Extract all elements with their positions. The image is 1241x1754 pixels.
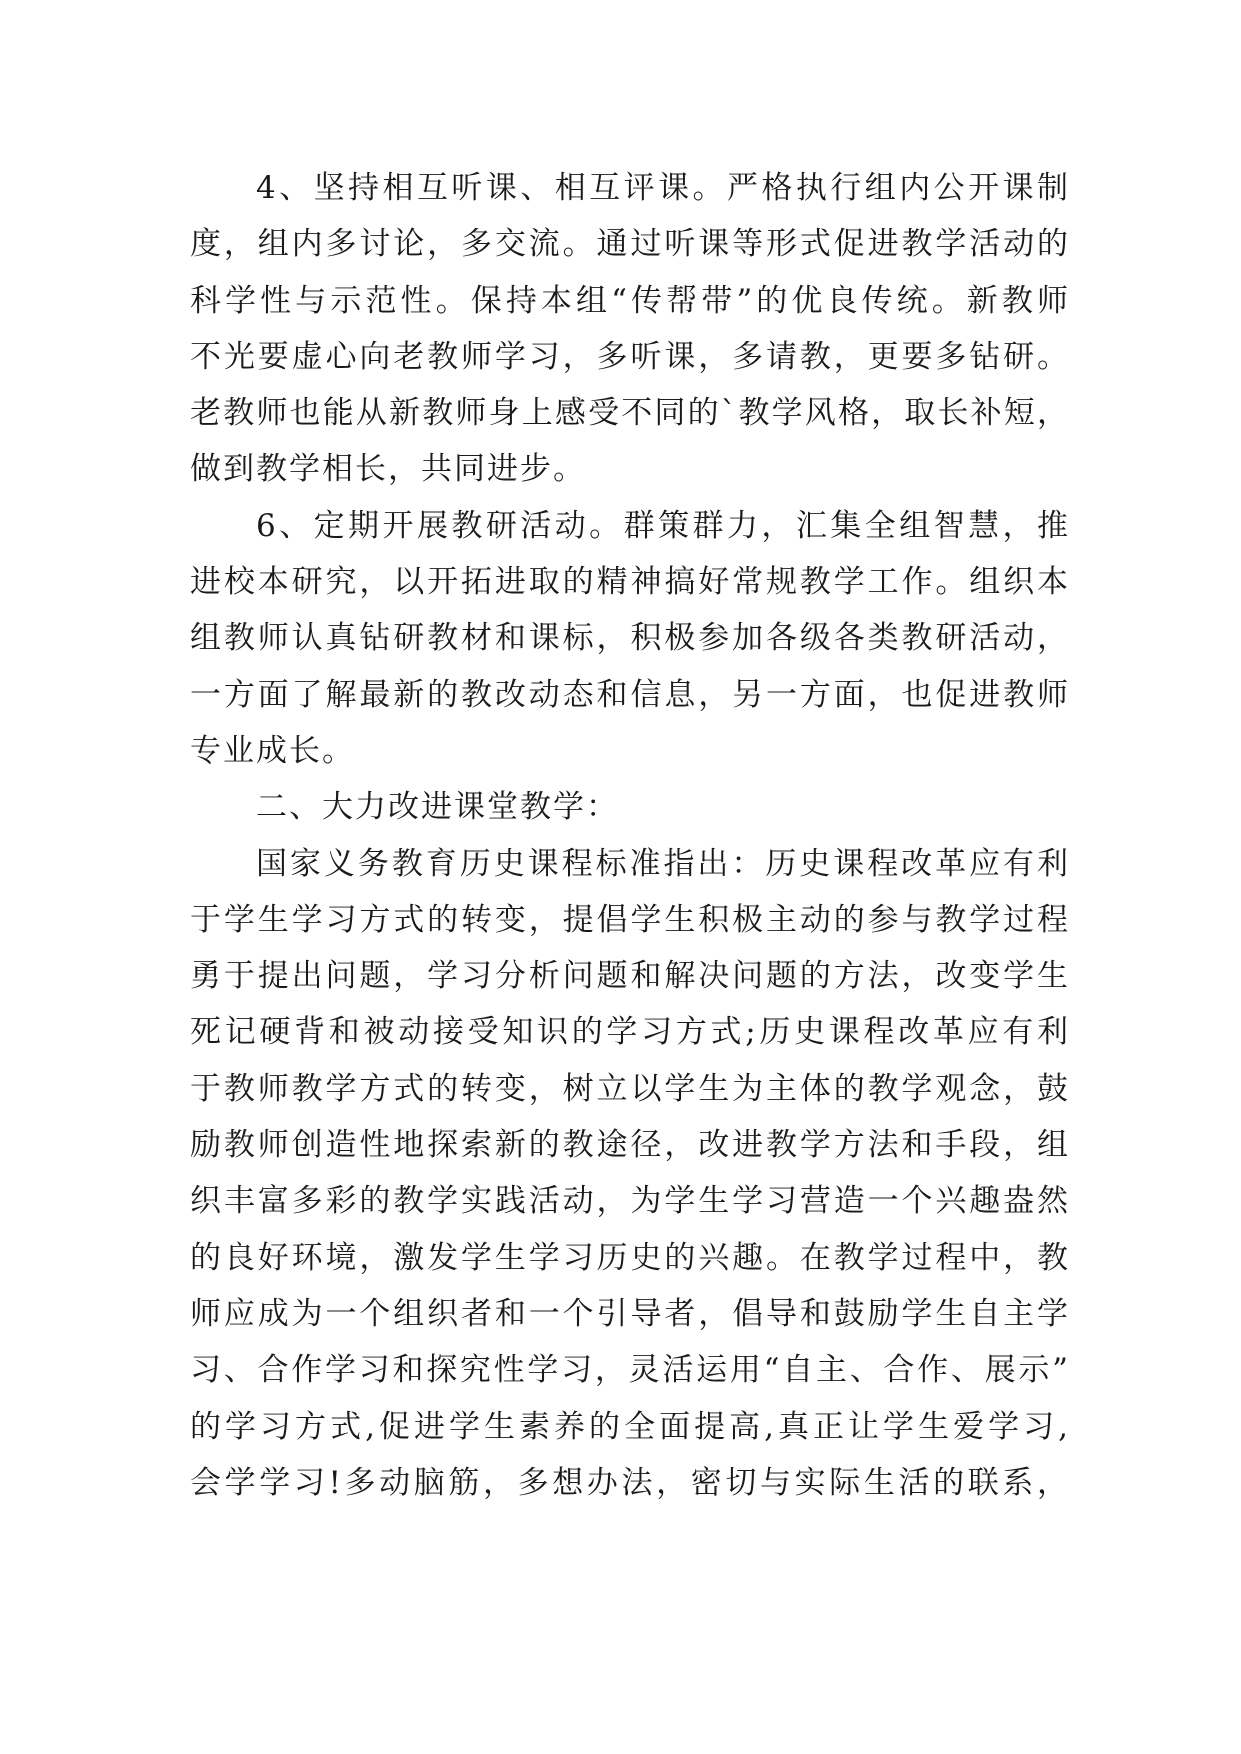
paragraph-4-line: 做到教学相长，共同进步。 (190, 451, 586, 488)
paragraph-standard-line: 的良好环境，激发学生学习历史的兴趣。在教学过程中，教 (190, 1239, 1070, 1276)
paragraph-standard-line: 织丰富多彩的教学实践活动，为学生学习营造一个兴趣盎然 (190, 1183, 1070, 1220)
paragraph-4-line: 不光要虚心向老教师学习，多听课，多请教，更要多钻研。 (190, 338, 1070, 375)
document-body (190, 160, 1070, 1511)
paragraph-standard-line: 死记硬背和被动接受知识的学习方式;历史课程改革应有利 (190, 1014, 1070, 1051)
paragraph-standard-line: 师应成为一个组织者和一个引导者，倡导和鼓励学生自主学 (190, 1295, 1070, 1332)
paragraph-standard-line: 习、合作学习和探究性学习，灵活运用“自主、合作、展示” (190, 1352, 1070, 1389)
paragraph-4-line: 度，组内多讨论，多交流。通过听课等形式促进教学活动的 (190, 226, 1070, 263)
paragraph-6-line: 专业成长。 (190, 732, 355, 769)
paragraph-4-line: 4、坚持相互听课、相互评课。严格执行组内公开课制 (256, 170, 1070, 206)
paragraph-6-line: 进校本研究，以开拓进取的精神搞好常规教学工作。组织本 (190, 564, 1070, 601)
paragraph-standard-line: 于学生学习方式的转变，提倡学生积极主动的参与教学过程 (190, 901, 1070, 938)
paragraph-standard-line: 国家义务教育历史课程标准指出：历史课程改革应有利 (256, 845, 1070, 882)
paragraph-4-line: 科学性与示范性。保持本组“传帮带”的优良传统。新教师 (190, 282, 1070, 319)
paragraph-standard-line: 励教师创造性地探索新的教途径，改进教学方法和手段，组 (190, 1127, 1070, 1164)
paragraph-standard-line: 于教师教学方式的转变，树立以学生为主体的教学观念，鼓 (190, 1070, 1070, 1107)
paragraph-4-line: 老教师也能从新教师身上感受不同的`教学风格，取长补短， (190, 395, 1070, 432)
paragraph-6-line: 6、定期开展教研活动。群策群力，汇集全组智慧，推 (256, 507, 1070, 544)
paragraph-6-line: 一方面了解最新的教改动态和信息，另一方面，也促进教师 (190, 676, 1070, 713)
paragraph-6-line: 组教师认真钻研教材和课标，积极参加各级各类教研活动， (190, 620, 1070, 657)
paragraph-standard-line: 会学学习!多动脑筋，多想办法，密切与实际生活的联系， (190, 1464, 1070, 1501)
paragraph-standard-line: 的学习方式,促进学生素养的全面提高,真正让学生爱学习, (190, 1408, 1070, 1445)
section-heading: 二、大力改进课堂教学： (256, 789, 619, 826)
paragraph-standard-line: 勇于提出问题，学习分析问题和解决问题的方法，改变学生 (190, 958, 1070, 995)
